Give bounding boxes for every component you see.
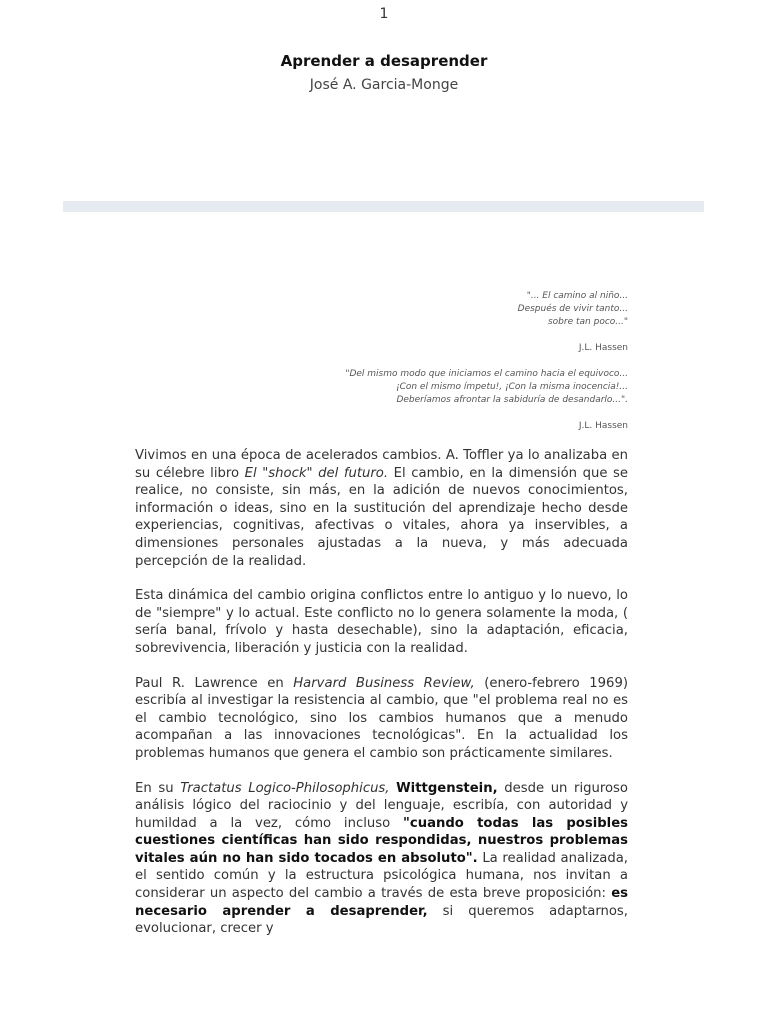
book-title-shock-del-futuro: El "shock" del futuro. <box>244 465 389 481</box>
paragraph-3 <box>135 675 628 763</box>
paragraph-1-text-c: El cambio, en la dimensión que se realice, no consiste, sin más, en la adición de nuevos conocimientos, información o ideas, sino en la sustitución del aprendizaje hecho desde experiencias, cognitivas, afectivas o vitales, ahora ya inservibles, a dimensiones personales ajustadas a la nueva, y más adecuada percepción de la realidad. <box>135 465 628 569</box>
paragraph-3-text-c: (enero-febrero 1969) escribía al investigar la resistencia al cambio, que "el problema real no es el cambio tecnológico, sino los cambios humanos que a menudo acompañan a las innovaciones tecnológicas". En la actualidad los problemas humanos que genera el cambio son prácticamente similares. <box>135 675 628 761</box>
paragraph-4-text-a: En su <box>135 780 181 796</box>
author-name-wittgenstein: Wittgenstein, <box>396 780 498 796</box>
document-title: Aprender a desaprender <box>280 52 488 70</box>
paragraph-1-text-a: Vivimos en una época de acelerados cambios. A. Toffler ya lo analizaba en su célebre libro <box>135 448 628 481</box>
paragraph-4-text-i: si queremos adaptarnos, evolucionar, crecer y <box>135 903 628 937</box>
epigraph-quote-2: "Del mismo modo que iniciamos el camino hacia el equivoco... ¡Con el mismo ímpetu!, ¡Con la misma inocencia!... Deberíamos afrontar la sabiduría de desandarlo...". <box>345 369 628 405</box>
paragraph-4 <box>135 780 628 938</box>
document-author: José A. Garcia-Monge <box>309 77 459 93</box>
paragraph-4-text-g: La realidad analizada, el sentido común y la estructura psicológica humana, nos invitan a considerar un aspecto del cambio a través de esta breve proposición: <box>135 850 629 902</box>
journal-title-harvard-business-review: Harvard Business Review, <box>293 675 475 691</box>
epigraph-author-2: J.L. Hassen <box>578 421 628 431</box>
page-number: 1 <box>379 6 389 22</box>
paragraph-4-text-e: desde un riguroso análisis lógico del raciocinio y del lenguaje, escribía, con autoridad y humildad a la vez, cómo incluso <box>135 780 629 831</box>
epigraphs <box>208 290 628 446</box>
paragraph-1 <box>135 447 628 570</box>
wittgenstein-quote: "cuando todas las posibles cuestiones científicas han sido respondidas, nuestros problemas vitales aún no han sido tocados en absoluto". <box>135 815 628 866</box>
paragraph-2 <box>135 587 628 657</box>
epigraph-quote-1: "... El camino al niño... Después de vivir tanto... sobre tan poco..." <box>517 291 628 327</box>
document-body <box>135 447 628 955</box>
book-title-tractatus: Tractatus Logico-Philosophicus, <box>180 780 390 796</box>
key-proposition: es necesario aprender a desaprender, <box>135 886 628 919</box>
paragraph-3-text-a: Paul R. Lawrence en <box>135 675 294 691</box>
header-divider <box>63 201 704 212</box>
paragraph-2-text: Esta dinámica del cambio origina conflictos entre lo antiguo y lo nuevo, lo de "siempre" y lo actual. Este conflicto no lo genera solamente la moda, ( sería banal, frívolo y hasta desechable), sino la adaptación, eficacia, sobrevivencia, liberación y justicia con la realidad. <box>135 588 628 656</box>
epigraph-author-1: J.L. Hassen <box>578 343 628 353</box>
